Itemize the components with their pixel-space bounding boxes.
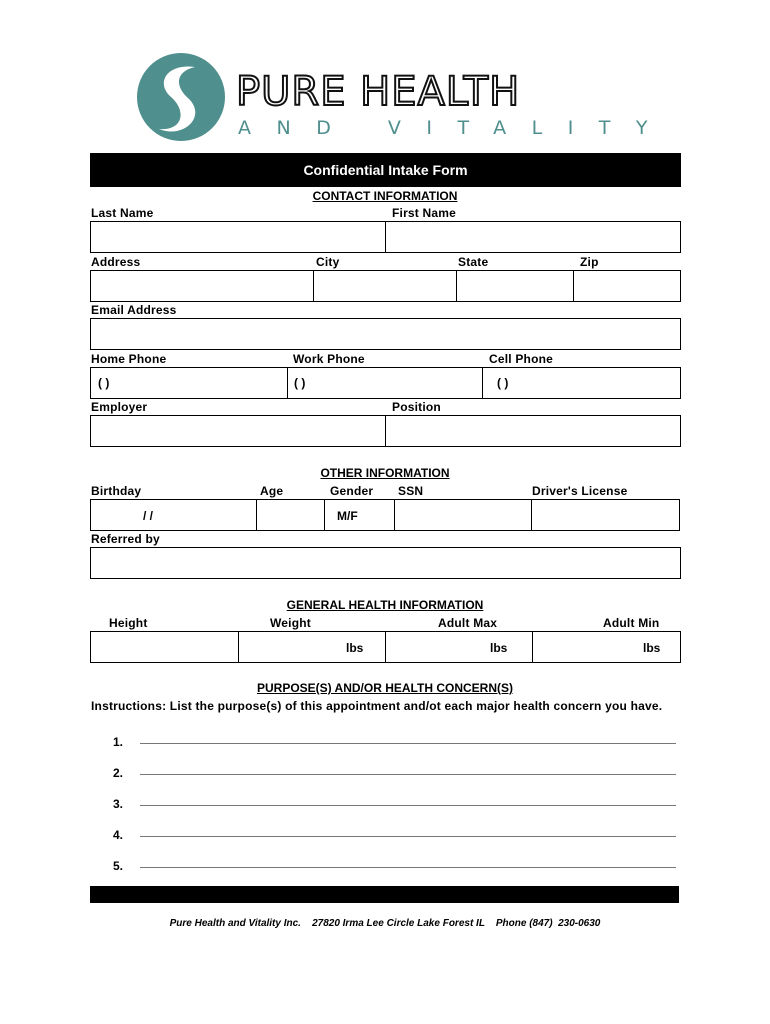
- address-label: Address: [91, 255, 141, 269]
- adult-max-unit[interactable]: lbs: [490, 641, 508, 655]
- logo-s-swoosh-icon: [137, 53, 225, 141]
- work-phone-field[interactable]: ( ): [294, 376, 306, 390]
- address-field[interactable]: [91, 271, 313, 301]
- address-row: [90, 270, 681, 302]
- first-name-field[interactable]: [386, 222, 680, 252]
- purpose-heading: PURPOSE(S) AND/OR HEALTH CONCERN(S): [256, 681, 513, 695]
- adult-min-label: Adult Min: [603, 616, 660, 630]
- height-field[interactable]: [91, 632, 238, 662]
- adult-max-label: Adult Max: [438, 616, 498, 630]
- purpose-line-1[interactable]: [140, 743, 676, 744]
- city-field[interactable]: [314, 271, 456, 301]
- employer-label: Employer: [91, 400, 148, 414]
- phone-row: [90, 367, 681, 399]
- brand-tagline: AND VITALITY: [238, 117, 674, 139]
- birthday-field[interactable]: / /: [143, 509, 154, 523]
- position-label: Position: [392, 400, 441, 414]
- gender-field[interactable]: M/F: [337, 509, 358, 523]
- employer-row: [90, 415, 681, 447]
- health-heading: GENERAL HEALTH INFORMATION: [286, 598, 484, 612]
- contact-heading: CONTACT INFORMATION: [312, 189, 458, 203]
- zip-field[interactable]: [574, 271, 680, 301]
- logo-circle-icon: [137, 53, 225, 141]
- home-phone-divider: [287, 368, 288, 398]
- last-name-label: Last Name: [91, 206, 154, 220]
- position-field[interactable]: [386, 416, 680, 446]
- weight-unit[interactable]: lbs: [346, 641, 364, 655]
- max-divider: [532, 632, 533, 662]
- work-phone-divider: [482, 368, 483, 398]
- home-phone-label: Home Phone: [91, 352, 167, 366]
- cell-phone-field[interactable]: ( ): [497, 376, 509, 390]
- drivers-license-field[interactable]: [532, 500, 680, 530]
- purpose-line-3[interactable]: [140, 805, 676, 806]
- health-row: [90, 631, 681, 663]
- state-field[interactable]: [457, 271, 573, 301]
- name-row: [90, 221, 681, 253]
- last-name-field[interactable]: [91, 222, 385, 252]
- purpose-instructions: Instructions: List the purpose(s) of this appointment and/ot each major health concern you have.: [91, 699, 663, 713]
- age-label: Age: [260, 484, 284, 498]
- footer-bar: [90, 886, 679, 903]
- birthday-label: Birthday: [91, 484, 142, 498]
- age-field[interactable]: [257, 500, 323, 530]
- other-heading: OTHER INFORMATION: [320, 466, 450, 480]
- brand-name: PURE HEALTH: [236, 69, 521, 115]
- purpose-number-1: 1.: [113, 735, 124, 749]
- age-divider: [324, 500, 325, 530]
- purpose-number-5: 5.: [113, 859, 124, 873]
- first-name-label: First Name: [392, 206, 457, 220]
- zip-label: Zip: [580, 255, 599, 269]
- referred-by-field[interactable]: [90, 547, 681, 579]
- employer-field[interactable]: [91, 416, 385, 446]
- weight-label: Weight: [270, 616, 311, 630]
- state-label: State: [458, 255, 489, 269]
- purpose-line-2[interactable]: [140, 774, 676, 775]
- referred-by-label: Referred by: [91, 532, 160, 546]
- cell-phone-label: Cell Phone: [489, 352, 554, 366]
- drivers-license-label: Driver's License: [532, 484, 628, 498]
- form-title: Confidential Intake Form: [90, 153, 681, 187]
- weight-divider: [385, 632, 386, 662]
- other-info-row: [90, 499, 680, 531]
- ssn-label: SSN: [398, 484, 424, 498]
- height-label: Height: [109, 616, 148, 630]
- purpose-line-4[interactable]: [140, 836, 676, 837]
- purpose-number-4: 4.: [113, 828, 124, 842]
- email-label: Email Address: [91, 303, 177, 317]
- ssn-field[interactable]: [395, 500, 531, 530]
- purpose-line-5[interactable]: [140, 867, 676, 868]
- gender-label: Gender: [330, 484, 374, 498]
- purpose-number-2: 2.: [113, 766, 124, 780]
- city-label: City: [316, 255, 340, 269]
- purpose-number-3: 3.: [113, 797, 124, 811]
- email-field[interactable]: [90, 318, 681, 350]
- height-divider: [238, 632, 239, 662]
- footer-text: Pure Health and Vitality Inc. 27820 Irma Lee Circle Lake Forest IL Phone (847) 230-0630: [169, 918, 601, 929]
- adult-min-unit[interactable]: lbs: [643, 641, 661, 655]
- home-phone-field[interactable]: ( ): [98, 376, 110, 390]
- work-phone-label: Work Phone: [293, 352, 365, 366]
